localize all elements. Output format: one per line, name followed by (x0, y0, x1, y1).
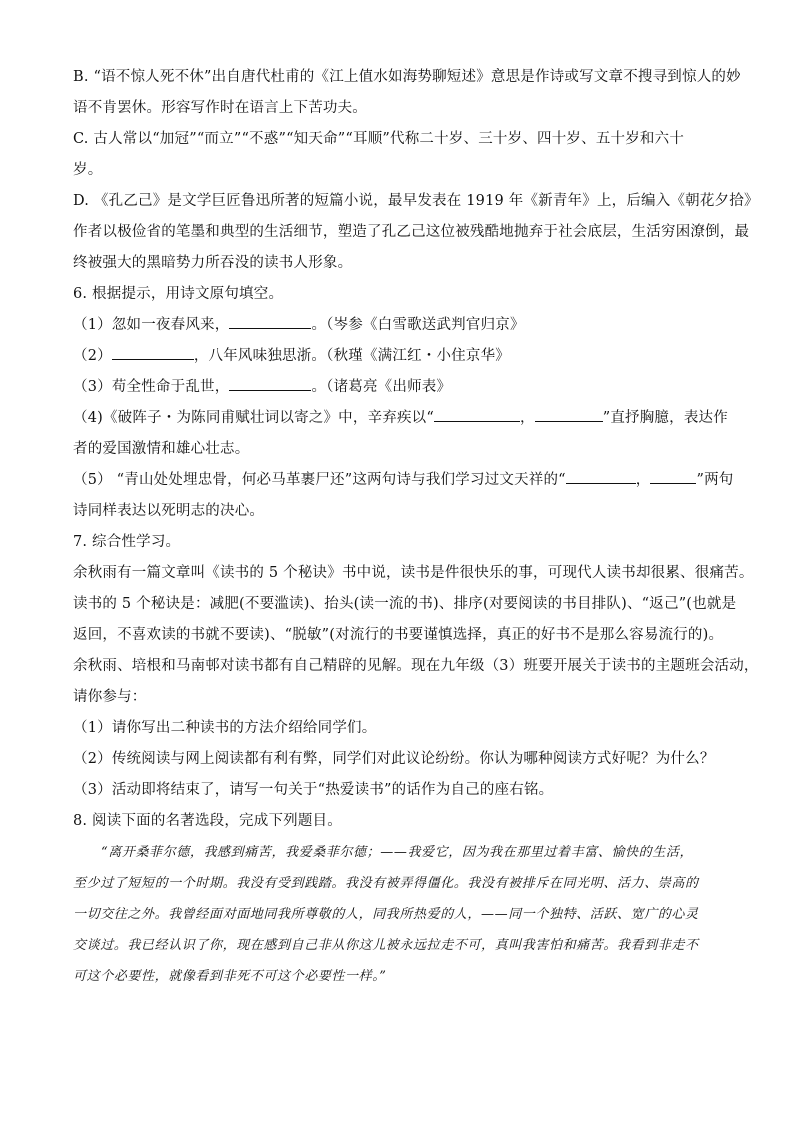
question-7-para-1-line-1: 余秋雨有一篇文章叫《读书的 5 个秘诀》书中说，读书是件很快乐的事，可现代人读书却很累、很痛苦。 (73, 565, 754, 581)
q6-item1-prefix: （1）忽如一夜春风来， (73, 317, 230, 333)
q6-item4-suffix: ”直抒胸臆，表达作 (602, 410, 728, 426)
answer-blank[interactable] (229, 314, 311, 329)
q6-item2-prefix: （2） (73, 348, 112, 364)
q6-item1-suffix: 。（岑参《白雪歌送武判官归京》 (311, 317, 525, 333)
q6-item3-prefix: （3）苟全性命于乱世， (73, 379, 230, 395)
q6-item5-separator: ， (635, 472, 651, 488)
q6-item4-separator: ， (520, 410, 535, 426)
excerpt-line-3: 一切交往之外。我曾经面对面地同我所尊敬的人，同我所热爱的人，——同一个独特、活跃、宽广的心灵 (73, 907, 699, 922)
excerpt-line-1: “离开桑菲尔德，我感到痛苦，我爱桑菲尔德；——我爱它，因为我在那里过着丰富、愉快的生活， (101, 845, 694, 860)
question-7-para-2-line-1: 余秋雨、培根和马南邨对读书都有自己精辟的见解。现在九年级（3）班要开展关于读书的主题班会活动， (73, 658, 759, 674)
q6-item3-suffix: 。（诸葛亮《出师表》 (311, 379, 452, 395)
question-6-item-5-line-2: 诗同样表达以死明志的决心。 (73, 503, 265, 519)
question-7-title: 7. 综合性学习。 (73, 534, 181, 550)
q6-item4-prefix: （4)《破阵子・为陈同甫赋壮词以寄之》中，辛弃疾以“ (73, 410, 434, 426)
answer-blank[interactable] (434, 407, 520, 422)
question-7-sub-2: （2）传统阅读与网上阅读都有利有弊，同学们对此议论纷纷。你认为哪种阅读方式好呢？为什么？ (73, 751, 715, 767)
answer-blank[interactable] (229, 376, 311, 391)
question-7-sub-1: （1）请你写出二种读书的方法介绍给同学们。 (73, 720, 377, 736)
question-7-para-2-line-2: 请你参与： (73, 689, 147, 705)
question-6-item-4-line-2: 者的爱国激情和雄心壮志。 (73, 441, 250, 457)
option-d-line-1: D. 《孔乙己》是文学巨匠鲁迅所著的短篇小说，最早发表在 1919 年《新青年》上，后编入《朝花夕拾》 (73, 193, 759, 209)
question-6-item-5 (73, 465, 734, 496)
question-8-title: 8. 阅读下面的名著选段，完成下列题目。 (73, 813, 342, 829)
question-6-item-1 (73, 310, 723, 341)
option-d-line-3: 终被强大的黑暗势力所吞没的读书人形象。 (73, 255, 353, 271)
excerpt-line-2: 至少过了短短的一个时期。我没有受到践踏。我没有被弄得僵化。我没有被排斥在同光明、活力、崇高的 (73, 876, 699, 891)
q6-item5-suffix: ”两句 (696, 472, 734, 488)
question-7-sub-3: （3）活动即将结束了，请写一句关于“热爱读书”的话作为自己的座右铭。 (73, 782, 554, 798)
excerpt-line-5: 可这个必要性，就像看到非死不可这个必要性一样。” (73, 969, 387, 984)
answer-blank[interactable] (650, 469, 696, 484)
question-6-item-2 (73, 341, 723, 372)
question-7-para-1-line-3: 返回，不喜欢读的书就不要读)、“脱敏”(对流行的书要谨慎选择，真正的好书不是那么容易流行的)。 (73, 627, 724, 643)
excerpt-line-4: 交谈过。我已经认识了你，现在感到自己非从你这儿被永远拉走不可，真叫我害怕和痛苦。我看到非走不 (73, 938, 699, 953)
q6-item5-prefix: （5） “青山处处埋忠骨，何必马革裹尸还”这两句诗与我们学习过文天祥的“ (73, 472, 566, 488)
option-b-line-2: 语不肯罢休。形容写作时在语言上下苦功夫。 (73, 100, 367, 116)
q6-item2-suffix: ，八年风味独思浙。（秋瑾《满江红・小住京华》 (193, 348, 510, 364)
option-d-line-2: 作者以极俭省的笔墨和典型的生活细节，塑造了孔乙己这位被残酷地抛弃于社会底层，生活穷困潦倒，最 (73, 224, 750, 240)
question-7-para-1-line-2: 读书的 5 个秘诀是：减肥(不要滥读)、抬头(读一流的书)、排序(对要阅读的书目排队)、“返己”(也就是 (73, 596, 737, 612)
option-b-line-1: B. “语不惊人死不休”出自唐代杜甫的《江上值水如海势聊短述》意思是作诗或写文章不搜寻到惊人的妙 (73, 69, 741, 85)
answer-blank[interactable] (112, 345, 194, 360)
answer-blank[interactable] (535, 407, 603, 422)
question-6-item-4 (73, 403, 728, 434)
answer-blank[interactable] (566, 469, 636, 484)
option-c-line-2: 岁。 (73, 162, 103, 178)
option-c-line-1: C. 古人常以“加冠”“而立”“不惑”“知天命”“耳顺”代称二十岁、三十岁、四十岁、五十岁和六十 (73, 131, 685, 147)
question-6-title: 6. 根据提示，用诗文原句填空。 (73, 286, 284, 302)
exam-page (73, 62, 759, 992)
question-6-item-3 (73, 372, 723, 403)
